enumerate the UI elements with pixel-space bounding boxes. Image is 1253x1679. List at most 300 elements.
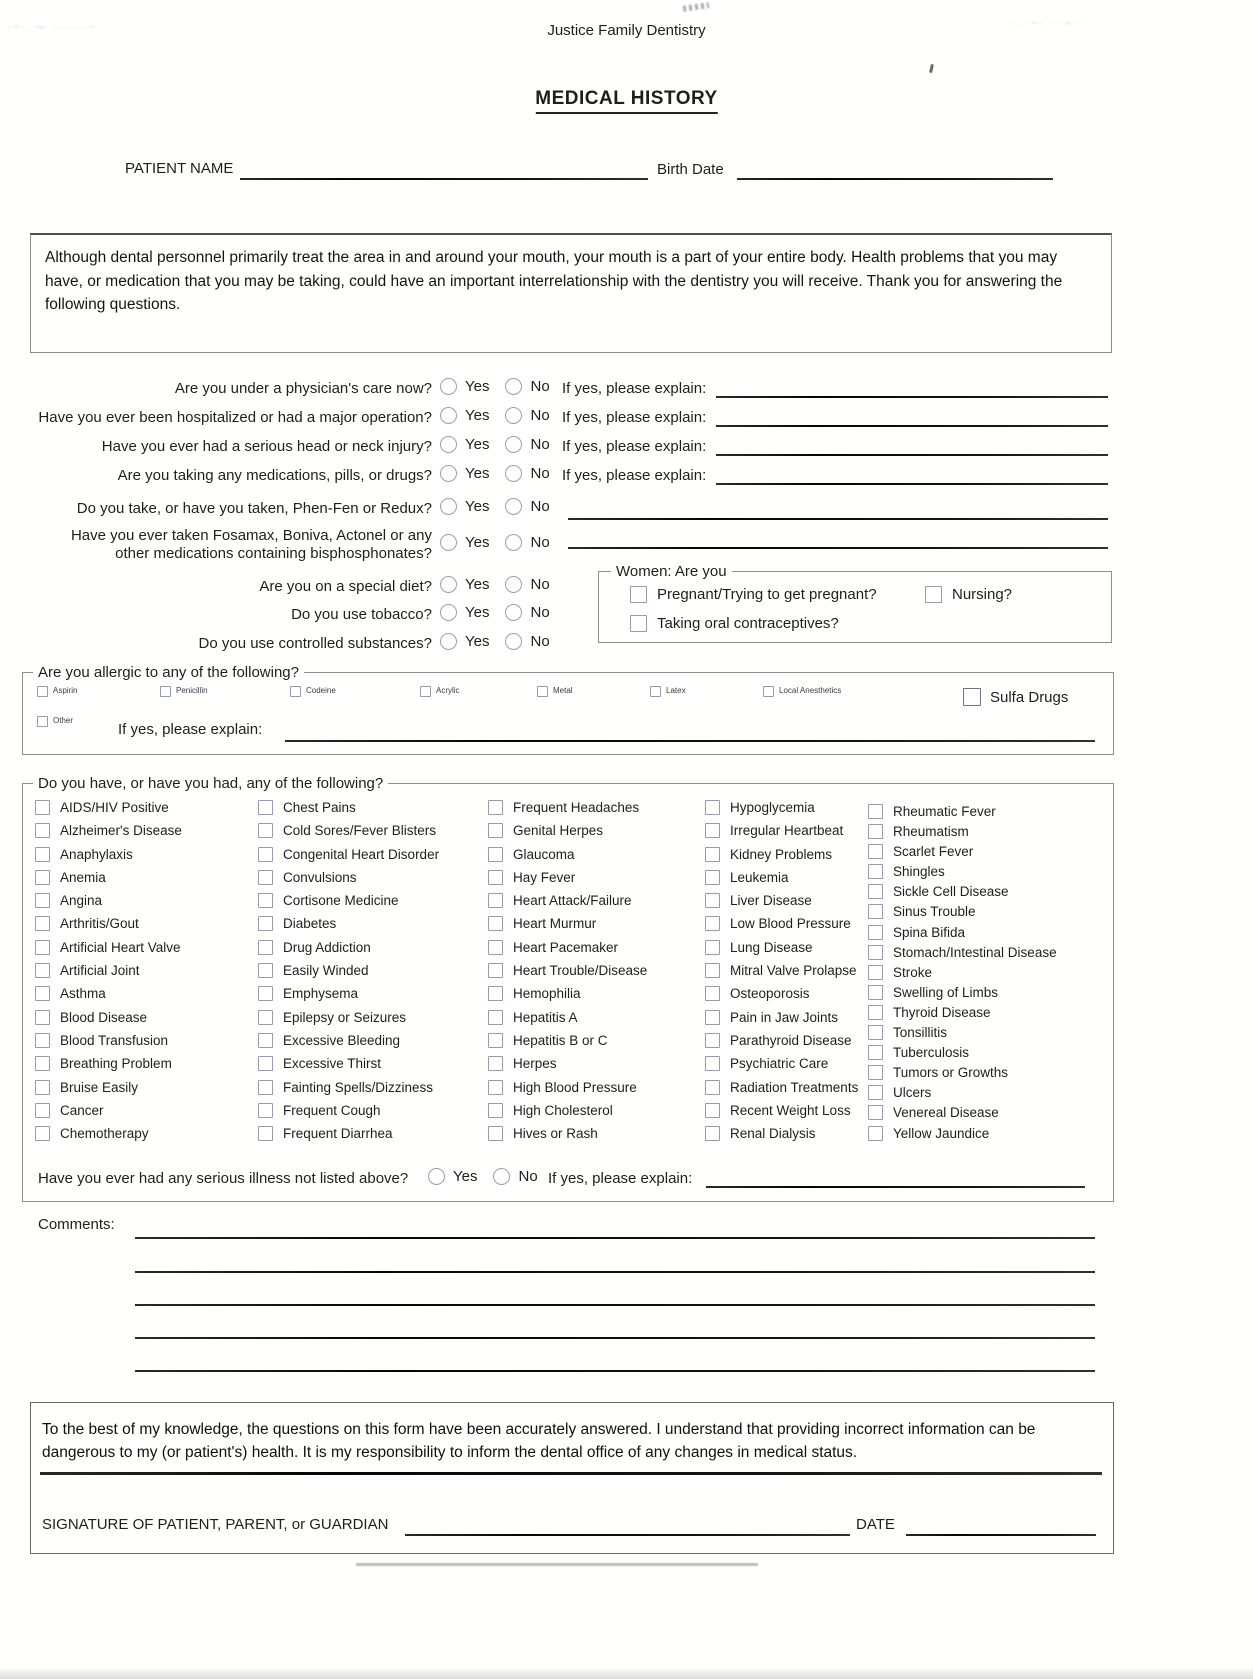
condition-checkbox[interactable] [258, 893, 273, 908]
condition-item [488, 916, 706, 939]
condition-checkbox[interactable] [488, 893, 503, 908]
condition-label: Hypoglycemia [730, 800, 815, 815]
condition-checkbox[interactable] [868, 965, 883, 980]
yes-radio[interactable] [440, 465, 457, 482]
question-text: Are you under a physician's care now? [174, 380, 432, 397]
condition-checkbox[interactable] [35, 800, 50, 815]
allergy-option [763, 686, 841, 697]
condition-checkbox[interactable] [868, 904, 883, 919]
condition-checkbox[interactable] [35, 823, 50, 838]
condition-item [35, 1056, 253, 1079]
allergy-checkbox[interactable] [37, 686, 48, 697]
question-text: Do you use controlled substances? [198, 635, 432, 652]
condition-checkbox[interactable] [868, 1045, 883, 1060]
conditions-column-2 [258, 800, 476, 1149]
allergy-checkbox[interactable] [763, 686, 774, 697]
condition-checkbox[interactable] [705, 847, 720, 862]
condition-item [488, 823, 706, 846]
condition-item [868, 904, 1086, 924]
condition-checkbox[interactable] [258, 1126, 273, 1141]
condition-checkbox[interactable] [488, 847, 503, 862]
condition-checkbox[interactable] [488, 1103, 503, 1118]
condition-item [868, 1065, 1086, 1085]
condition-checkbox[interactable] [258, 1033, 273, 1048]
condition-checkbox[interactable] [35, 916, 50, 931]
condition-checkbox[interactable] [258, 1056, 273, 1071]
question-text: Are you taking any medications, pills, or drugs? [117, 467, 432, 484]
condition-label: Artificial Joint [60, 963, 140, 979]
condition-checkbox[interactable] [258, 1103, 273, 1118]
condition-label: Frequent Headaches [513, 800, 640, 815]
date-label: DATE [856, 1516, 895, 1533]
yes-radio[interactable] [440, 407, 457, 424]
if-yes-label: If yes, please explain: [562, 409, 707, 426]
comments-line[interactable] [135, 1304, 1095, 1306]
question-yes-no [440, 604, 566, 621]
condition-checkbox[interactable] [705, 1056, 720, 1071]
yes-radio[interactable] [440, 633, 457, 650]
condition-checkbox[interactable] [488, 916, 503, 931]
comments-line[interactable] [135, 1337, 1095, 1339]
condition-checkbox[interactable] [705, 963, 720, 978]
comments-line[interactable] [135, 1237, 1095, 1239]
condition-label: Hepatitis A [513, 1009, 578, 1025]
condition-checkbox[interactable] [868, 804, 883, 819]
condition-label: Excessive Bleeding [283, 1032, 401, 1048]
condition-checkbox[interactable] [868, 824, 883, 839]
condition-checkbox[interactable] [868, 1065, 883, 1080]
condition-checkbox[interactable] [258, 940, 273, 955]
condition-item [35, 800, 253, 823]
condition-label: Ulcers [893, 1085, 932, 1101]
condition-label: Cortisone Medicine [283, 893, 399, 909]
condition-item [258, 1126, 476, 1149]
yes-radio[interactable] [428, 1168, 445, 1185]
condition-checkbox[interactable] [35, 1033, 50, 1048]
yes-radio[interactable] [440, 604, 457, 621]
condition-item [488, 800, 706, 823]
condition-label: Tonsillitis [893, 1025, 948, 1041]
condition-label: Hemophilia [513, 986, 581, 1002]
condition-label: Recent Weight Loss [730, 1102, 851, 1118]
condition-label: Congenital Heart Disorder [283, 846, 440, 862]
condition-label: Asthma [60, 986, 106, 1002]
condition-checkbox[interactable] [705, 916, 720, 931]
condition-item [35, 1126, 253, 1149]
condition-label: Kidney Problems [730, 846, 833, 862]
question-text: Have you ever taken Fosamax, Boniva, Actonel or any [70, 527, 432, 544]
condition-checkbox[interactable] [488, 986, 503, 1001]
yes-radio[interactable] [440, 576, 457, 593]
condition-checkbox[interactable] [35, 847, 50, 862]
women-section-box [598, 563, 1112, 643]
condition-item [258, 1103, 476, 1126]
if-yes-label: If yes, please explain: [562, 438, 707, 455]
condition-label: Angina [60, 893, 103, 909]
condition-checkbox[interactable] [35, 893, 50, 908]
explain-line[interactable] [568, 518, 1108, 520]
condition-item [868, 1005, 1086, 1025]
condition-label: Liver Disease [730, 893, 812, 909]
condition-checkbox[interactable] [35, 1080, 50, 1095]
condition-label: High Cholesterol [513, 1102, 613, 1118]
condition-label: Cold Sores/Fever Blisters [283, 823, 437, 839]
condition-checkbox[interactable] [705, 940, 720, 955]
allergy-explain-line[interactable] [285, 740, 1095, 742]
yes-radio[interactable] [440, 378, 457, 395]
condition-label: Tuberculosis [893, 1045, 970, 1061]
condition-item [258, 823, 476, 846]
yes-label: Yes [465, 465, 490, 482]
condition-label: Venereal Disease [893, 1105, 999, 1121]
condition-label: Epilepsy or Seizures [283, 1009, 407, 1025]
condition-label: Drug Addiction [283, 939, 371, 955]
condition-checkbox[interactable] [488, 1080, 503, 1095]
birth-date-line[interactable] [737, 178, 1053, 180]
allergy-option [650, 686, 686, 697]
no-radio[interactable] [505, 378, 522, 395]
allergy-label: Local Anesthetics [779, 686, 842, 695]
condition-item [488, 1033, 706, 1056]
page-title: MEDICAL HISTORY [535, 88, 717, 114]
no-radio[interactable] [505, 633, 522, 650]
condition-item [868, 985, 1086, 1005]
condition-label: Yellow Jaundice [893, 1125, 990, 1141]
no-radio[interactable] [505, 407, 522, 424]
conditions-section-legend: Do you have, or have you had, any of the following? [33, 775, 388, 792]
condition-item [488, 1056, 706, 1079]
condition-item [35, 940, 253, 963]
question-yes-no [440, 498, 566, 515]
condition-label: Chest Pains [283, 800, 356, 815]
yes-label: Yes [465, 378, 490, 395]
comments-line[interactable] [135, 1271, 1095, 1273]
allergy-option [37, 686, 77, 697]
question-yes-no [440, 378, 566, 395]
condition-checkbox[interactable] [258, 963, 273, 978]
no-radio[interactable] [505, 436, 522, 453]
condition-checkbox[interactable] [488, 823, 503, 838]
condition-checkbox[interactable] [35, 1103, 50, 1118]
condition-label: Stroke [893, 964, 933, 980]
condition-item [488, 870, 706, 893]
condition-label: Anemia [60, 869, 106, 885]
comments-label: Comments: [38, 1216, 115, 1233]
no-radio[interactable] [505, 498, 522, 515]
allergy-checkbox[interactable] [160, 686, 171, 697]
condition-label: Lung Disease [730, 939, 813, 955]
condition-checkbox[interactable] [35, 940, 50, 955]
condition-label: Rheumatic Fever [893, 804, 996, 819]
condition-label: Fainting Spells/Dizziness [283, 1079, 434, 1095]
condition-checkbox[interactable] [35, 870, 50, 885]
condition-item [258, 940, 476, 963]
condition-checkbox[interactable] [705, 1080, 720, 1095]
explain-line[interactable] [716, 396, 1108, 398]
condition-label: Heart Attack/Failure [513, 893, 632, 909]
condition-label: Alzheimer's Disease [60, 823, 182, 839]
question-text: Have you ever had a serious head or neck injury? [101, 438, 432, 455]
explain-line[interactable] [716, 425, 1108, 427]
no-label: No [530, 498, 550, 515]
condition-checkbox[interactable] [868, 1025, 883, 1040]
condition-item [258, 1080, 476, 1103]
condition-checkbox[interactable] [705, 870, 720, 885]
condition-label: Heart Trouble/Disease [513, 963, 648, 979]
condition-checkbox[interactable] [705, 800, 720, 815]
condition-label: Frequent Cough [283, 1102, 381, 1118]
condition-checkbox[interactable] [488, 940, 503, 955]
condition-checkbox[interactable] [258, 823, 273, 838]
condition-checkbox[interactable] [488, 1126, 503, 1141]
date-line[interactable] [906, 1534, 1096, 1536]
allergy-option [420, 686, 460, 697]
condition-checkbox[interactable] [488, 963, 503, 978]
condition-item [868, 945, 1086, 965]
allergy-checkbox[interactable] [650, 686, 661, 697]
clinic-name: Justice Family Dentistry [547, 22, 706, 39]
serious-illness-explain-line[interactable] [706, 1186, 1085, 1188]
women-section-legend: Women: Are you [611, 563, 732, 580]
condition-checkbox[interactable] [868, 1005, 883, 1020]
condition-item [868, 884, 1086, 904]
condition-label: Psychiatric Care [730, 1056, 829, 1072]
condition-checkbox[interactable] [705, 823, 720, 838]
yes-label: Yes [465, 576, 490, 593]
question-yes-no [440, 633, 566, 650]
no-label: No [530, 465, 550, 482]
signature-label: SIGNATURE OF PATIENT, PARENT, or GUARDIAN [42, 1516, 389, 1533]
condition-item [868, 864, 1086, 884]
yes-label: Yes [465, 633, 490, 650]
scan-artifact-top-right: ·‥·~· ···–·· [1012, 18, 1084, 29]
condition-checkbox[interactable] [35, 986, 50, 1001]
condition-label: Spina Bifida [893, 924, 966, 940]
statement-divider-line [40, 1472, 1102, 1475]
condition-label: Shingles [893, 864, 945, 880]
condition-checkbox[interactable] [258, 986, 273, 1001]
allergy-label: Acrylic [436, 686, 460, 695]
no-label: No [518, 1168, 538, 1185]
condition-label: Tumors or Growths [893, 1065, 1009, 1081]
condition-label: Scarlet Fever [893, 844, 974, 860]
condition-checkbox[interactable] [868, 844, 883, 859]
scan-artifact-top-left: ·~·‥— ·······– [8, 22, 97, 33]
explain-line[interactable] [716, 454, 1108, 456]
no-label: No [530, 407, 550, 424]
condition-checkbox[interactable] [258, 1010, 273, 1025]
condition-label: Herpes [513, 1056, 557, 1072]
condition-item [258, 800, 476, 823]
allergy-label: Codeine [306, 686, 336, 695]
condition-checkbox[interactable] [488, 870, 503, 885]
condition-checkbox[interactable] [488, 1033, 503, 1048]
condition-checkbox[interactable] [258, 870, 273, 885]
sulfa-drugs-checkbox[interactable] [963, 688, 981, 706]
question-yes-no [440, 465, 566, 482]
yes-radio[interactable] [440, 534, 457, 551]
condition-checkbox[interactable] [35, 1126, 50, 1141]
no-label: No [530, 576, 550, 593]
women-option-pregnant [630, 586, 877, 603]
condition-item [35, 916, 253, 939]
conditions-column-5 [868, 804, 1086, 1146]
condition-checkbox[interactable] [35, 963, 50, 978]
condition-label: Artificial Heart Valve [60, 939, 181, 955]
condition-checkbox[interactable] [258, 916, 273, 931]
condition-item [258, 847, 476, 870]
condition-item [868, 1045, 1086, 1065]
allergy-section-legend: Are you allergic to any of the following? [33, 664, 304, 681]
allergy-explain-label: If yes, please explain: [118, 721, 263, 738]
explain-line[interactable] [716, 483, 1108, 485]
condition-label: Heart Pacemaker [513, 939, 619, 955]
no-label: No [530, 534, 550, 551]
condition-label: Thyroid Disease [893, 1004, 991, 1020]
question-yes-no [440, 576, 566, 593]
condition-item [488, 986, 706, 1009]
condition-label: AIDS/HIV Positive [60, 800, 169, 815]
explain-line[interactable] [568, 547, 1108, 549]
condition-item [488, 1126, 706, 1149]
condition-checkbox[interactable] [35, 1010, 50, 1025]
contraceptives-label: Taking oral contraceptives? [657, 615, 839, 632]
allergy-checkbox[interactable] [537, 686, 548, 697]
no-label: No [530, 378, 550, 395]
yes-label: Yes [465, 436, 490, 453]
condition-item [868, 1105, 1086, 1125]
condition-label: Hay Fever [513, 869, 576, 885]
no-radio[interactable] [505, 465, 522, 482]
nursing-checkbox[interactable] [925, 586, 942, 603]
condition-item [488, 963, 706, 986]
condition-label: Rheumatism [893, 824, 969, 840]
if-yes-label: If yes, please explain: [562, 380, 707, 397]
allergy-option [537, 686, 573, 697]
condition-label: Blood Transfusion [60, 1032, 169, 1048]
condition-checkbox[interactable] [868, 864, 883, 879]
condition-checkbox[interactable] [258, 800, 273, 815]
condition-item [35, 893, 253, 916]
condition-item [868, 1085, 1086, 1105]
other-allergy-checkbox[interactable] [37, 716, 48, 727]
allergy-option-sulfa [963, 688, 1068, 706]
allergy-checkbox[interactable] [290, 686, 301, 697]
no-label: No [530, 633, 550, 650]
no-radio[interactable] [493, 1168, 510, 1185]
condition-checkbox[interactable] [868, 1105, 883, 1120]
condition-item [35, 986, 253, 1009]
condition-label: Sinus Trouble [893, 904, 976, 920]
allergy-option-other [37, 716, 73, 727]
allergy-label: Metal [553, 686, 573, 695]
patient-name-line[interactable] [240, 178, 648, 180]
condition-checkbox[interactable] [705, 1126, 720, 1141]
condition-checkbox[interactable] [868, 1126, 883, 1141]
condition-item [488, 940, 706, 963]
no-radio[interactable] [505, 576, 522, 593]
yes-radio[interactable] [440, 498, 457, 515]
condition-checkbox[interactable] [705, 986, 720, 1001]
condition-label: Hives or Rash [513, 1126, 598, 1142]
conditions-column-3 [488, 800, 706, 1149]
condition-label: Bruise Easily [60, 1079, 139, 1095]
condition-item [258, 870, 476, 893]
condition-label: Swelling of Limbs [893, 984, 999, 1000]
condition-label: Anaphylaxis [60, 846, 133, 862]
condition-item [868, 965, 1086, 985]
no-radio[interactable] [505, 604, 522, 621]
condition-label: Emphysema [283, 986, 359, 1002]
condition-label: Mitral Valve Prolapse [730, 963, 857, 979]
signature-line[interactable] [405, 1534, 850, 1536]
condition-checkbox[interactable] [488, 1056, 503, 1071]
if-yes-label: If yes, please explain: [548, 1170, 693, 1187]
condition-checkbox[interactable] [868, 925, 883, 940]
condition-checkbox[interactable] [258, 1080, 273, 1095]
comments-line[interactable] [135, 1370, 1095, 1372]
condition-checkbox[interactable] [35, 1056, 50, 1071]
condition-item [35, 963, 253, 986]
condition-item [488, 847, 706, 870]
condition-label: Easily Winded [283, 963, 369, 979]
condition-checkbox[interactable] [488, 800, 503, 815]
condition-checkbox[interactable] [868, 884, 883, 899]
allergy-option [160, 686, 208, 697]
condition-label: Convulsions [283, 869, 357, 885]
condition-label: High Blood Pressure [513, 1079, 637, 1095]
condition-checkbox[interactable] [258, 847, 273, 862]
question-yes-no [440, 534, 566, 551]
pregnant-label: Pregnant/Trying to get pregnant? [657, 586, 877, 603]
yes-radio[interactable] [440, 436, 457, 453]
condition-checkbox[interactable] [705, 1103, 720, 1118]
condition-item [35, 1080, 253, 1103]
condition-label: Low Blood Pressure [730, 916, 851, 932]
condition-label: Sickle Cell Disease [893, 884, 1009, 900]
condition-checkbox[interactable] [868, 945, 883, 960]
condition-checkbox[interactable] [868, 1085, 883, 1100]
condition-item [488, 1080, 706, 1103]
condition-label: Blood Disease [60, 1009, 148, 1025]
condition-item [258, 893, 476, 916]
condition-item [488, 893, 706, 916]
women-option-nursing [925, 586, 1012, 603]
condition-label: Excessive Thirst [283, 1056, 382, 1072]
sulfa-drugs-label: Sulfa Drugs [990, 688, 1069, 706]
no-radio[interactable] [505, 534, 522, 551]
serious-illness-question: Have you ever had any serious illness not listed above? [38, 1170, 409, 1187]
condition-item [258, 1056, 476, 1079]
condition-label: Genital Herpes [513, 823, 604, 839]
pregnant-checkbox[interactable] [630, 586, 647, 603]
condition-item [488, 1010, 706, 1033]
allergy-checkbox[interactable] [420, 686, 431, 697]
condition-checkbox[interactable] [868, 985, 883, 1000]
condition-checkbox[interactable] [705, 1033, 720, 1048]
condition-label: Frequent Diarrhea [283, 1126, 393, 1142]
condition-label: Chemotherapy [60, 1126, 149, 1142]
condition-checkbox[interactable] [488, 1010, 503, 1025]
condition-checkbox[interactable] [705, 1010, 720, 1025]
scan-artifact-top-center [683, 2, 710, 12]
scan-artifact-mark [929, 64, 934, 73]
question-text: Do you take, or have you taken, Phen-Fen or Redux? [76, 500, 432, 517]
condition-checkbox[interactable] [705, 893, 720, 908]
condition-item [35, 870, 253, 893]
contraceptives-checkbox[interactable] [630, 615, 647, 632]
yes-label: Yes [465, 534, 490, 551]
